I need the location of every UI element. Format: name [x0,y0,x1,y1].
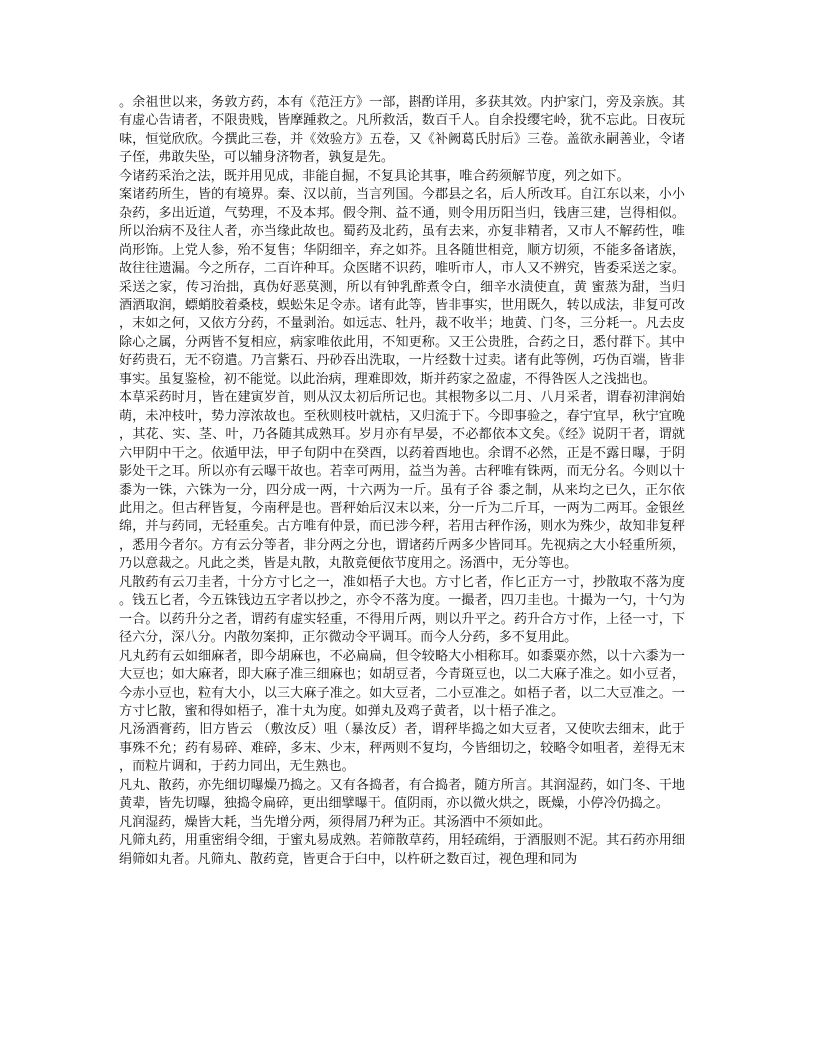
paragraph-sieving: 凡筛丸药，用重密绢令细，于蜜丸易成熟。若筛散草药，用轻疏绢，于酒服则不泥。其石药亦用细绢筛如丸者。凡筛丸、散药竟，皆更合于臼中，以杵研之数百过，视色理和同为 [119,833,685,867]
paragraph-preface: 。余祖世以来，务敦方药，本有《范汪方》一部，斟酌详用，多获其效。内护家门，旁及亲族。其有虚心告请者，不限贵贱，皆摩踵救之。凡所救活，数百千人。自余投缨宅岭，犹不忘此。日夜玩味，恒觉欣欣。今撰此三卷，并《效验方》五卷，又《补阙葛氏肘后》三卷。盖欲永嗣善业，令诸子侄，弗敢失坠，可以辅身济物者，孰复是先。 [119,95,685,166]
paragraph-pill-sizes: 凡丸药有云如细麻者，即今胡麻也，不必扁扁，但令较略大小相称耳。如黍粟亦然，以十六黍为一大豆也；如大麻者，即大麻子准三细麻也；如胡豆者，今青斑豆也，以二大麻子准之。如小豆者，今赤小豆也，粒有大小，以三大麻子准之。如大豆者，二小豆准之。如梧子者，以二大豆准之。一方寸匕散，蜜和得如梧子，准十丸为度。如弹丸及鸡子黄者，以十梧子准之。 [119,648,685,719]
paragraph-decoctions: 凡汤酒膏药，旧方皆云 （敷汝反）咀（暴汝反）者，谓秤毕捣之如大豆者，又使吹去细末，此于事殊不允；药有易碎、难碎，多末、少末，秤两则不复均，今皆细切之，较略令如咀者，差得无末，而粒片调和，于药力同出，无生熟也。 [119,722,685,775]
paragraph-moist-drugs: 凡润湿药，燥皆大耗，当先增分两，须得屑乃秤为正。其汤酒中不须如此。 [119,814,552,830]
paragraph-harvest-and-weights: 本草采药时月，皆在建寅岁首，则从汉太初后所记也。其根物多以二月、八月采者，谓春初津润始萌，未冲枝叶，势力淳浓故也。至秋则枝叶就枯，又归流于下。今即事验之，春宁宜早，秋宁宜晚，其花、实、茎、叶，乃各随其成熟耳。岁月亦有早晏，不必都依本文矣。《经》说阴干者，谓就六甲阴中干之。依遁甲法，甲子旬阴中在癸酉，以药着酉地也。余谓不必然，正是不露日曝，于阴影处干之耳。所以亦有云曝干故也。若幸可两用，益当为善。古秤唯有铢两，而无分名。今则以十黍为一铢，六铢为一分，四分成一两，十六两为一斤。虽有子谷 黍之制，从来均之已久，正尔依此用之。但古秤皆复，今南秤是也。晋秤始后汉末以来，分一斤为二斤耳，一两为二两耳。金银丝绵，并与药同，无轻重矣。古方唯有仲景，而已涉今秤，若用古秤作汤，则水为殊少，故知非复秤，悉用今者尔。方有云分等者，非分两之分也，谓诸药斤两多少皆同耳。先视病之大小轻重所须，乃以意裁之。凡此之类，皆是丸散，丸散竟便依节度用之。汤酒中，无分等也。 [119,390,685,572]
paragraph-powder-measures: 凡散药有云刀圭者，十分方寸匕之一，准如梧子大也。方寸匕者，作匕正方一寸，抄散取不落为度。钱五匕者，今五铢钱边五字者以抄之，亦令不落为度。一撮者，四刀圭也。十撮为一勺，十勺为一合。以药升分之者，谓药有虚实轻重，不得用斤两，则以升平之。药升合方寸作，上径一寸，下径六分，深八分。内散勿案抑，正尔微动令平调耳。而今人分药，多不复用此。 [119,574,685,646]
paragraph-drug-origins: 案诸药所生，皆的有境界。秦、汉以前，当言列国。今郡县之名，后人所改耳。自江东以来，小小杂药，多出近道，气势理，不及本邦。假令荆、益不通，则令用历阳当归，钱唐三建，岂得相似。所以治病不及往人者，亦当缘此故也。蜀药及北药，虽有去来，亦复非精者，又市人不解药性，唯尚形饰。上党人参，殆不复售；华阴细辛，弃之如芥。且各随世相竞，顺方切须，不能多备诸族，故往往遗漏。今之所存，二百许种耳。众医睹不识药，唯听市人，市人又不辨究，皆委采送之家。采送之家，传习治拙，真伪好恶莫测，所以有钟乳酢煮令白，细辛水渍使直，黄 蜜蒸为甜，当归酒洒取润，螵蛸胶着桑枝，蜈蚣朱足令赤。诸有此等，皆非事实，世用既久，转以成法，非复可改，末如之何，又依方分药，不量剥治。如远志、牡丹，裁不收半；地黄、门冬，三分耗一。凡去皮除心之属，分两皆不复相应，病家唯依此用，不知更称。又王公贵胜，合药之日，悉付群下。其中好药贵石，无不窃遣。乃言紫石、丹砂吞出洗取，一片经数十过卖。诸有此等例，巧伪百端，皆非事实。虽复鉴检，初不能觉。以此治病，理难即效，斯并药家之盈虚，不得咎医人之浅拙也。 [119,187,685,387]
paragraph-method-intro: 今诸药采治之法，既并用见成，非能自掘，不复具论其事，唯合药须解节度，列之如下。 [119,168,630,184]
paragraph-pill-powder-prep: 凡丸、散药，亦先细切曝燥乃捣之。又有各捣者，有合捣者，随方所言。其润湿药，如门冬、干地黄辈，皆先切曝，独捣令扁碎，更出细擘曝干。值阴雨，亦以微火烘之，既燥，小停冷仍捣之。 [119,777,685,812]
document-page [119,94,685,869]
